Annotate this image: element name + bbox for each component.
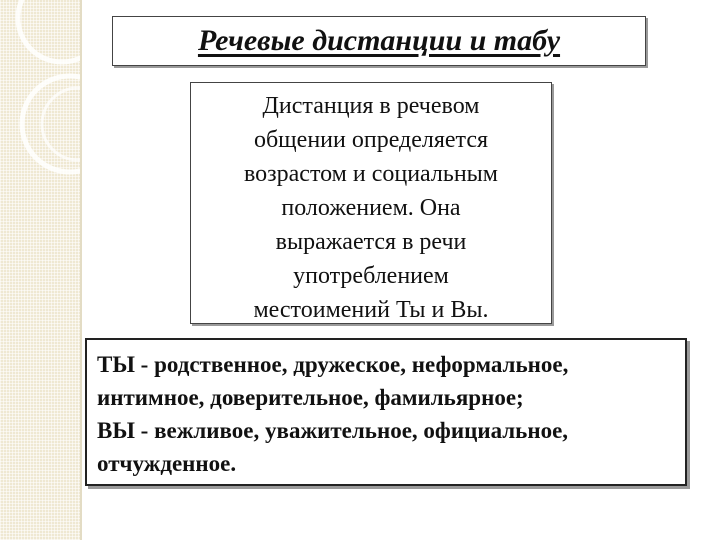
decorative-circles [0, 0, 80, 540]
text-line: выражается в речи [275, 229, 467, 255]
text-line: положением. Она [281, 195, 461, 221]
text-line: ТЫ - родственное, дружеское, неформальное, [97, 352, 569, 377]
text-line: местоимений Ты и Вы. [253, 297, 489, 323]
text-line: употреблением [293, 263, 449, 289]
text-line: общении определяется [253, 127, 489, 153]
distance-explanation-box [190, 82, 552, 324]
text-line: интимное, доверительное, фамильярное; [97, 385, 524, 410]
title-box [112, 16, 646, 66]
decorative-divider [80, 0, 82, 540]
slide-title: Речевые дистанции и табу [197, 24, 561, 57]
text-line: ВЫ - вежливое, уважительное, официальное, [97, 418, 569, 443]
text-line: возрастом и социальным [244, 161, 498, 187]
decorative-side-strip [0, 0, 80, 540]
text-line: Дистанция в речевом [262, 93, 480, 119]
text-line: отчужденное. [97, 451, 237, 476]
pronoun-usage-box [85, 338, 687, 486]
